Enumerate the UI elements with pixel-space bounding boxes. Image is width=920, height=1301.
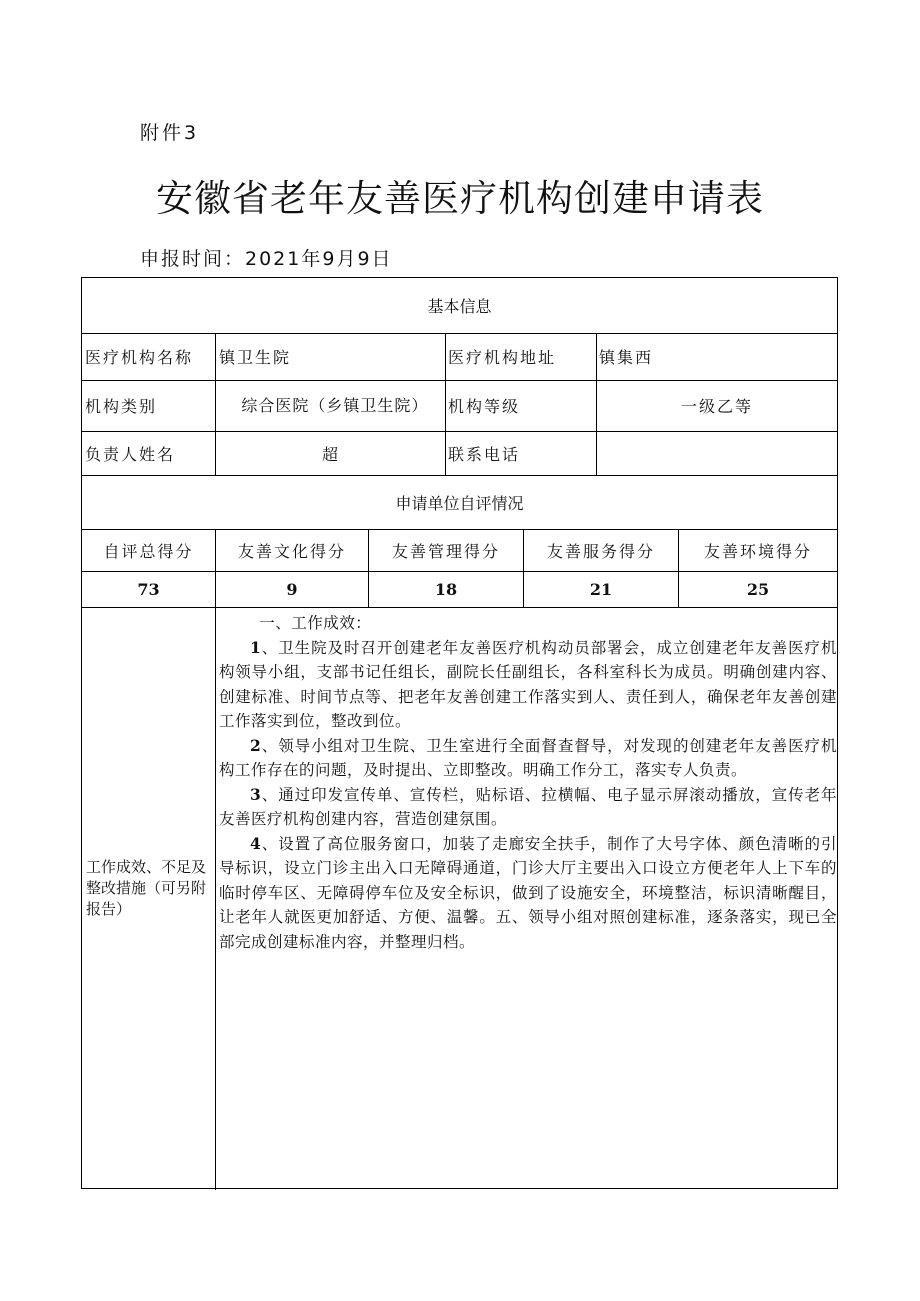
service-score-value: 21 [589, 579, 613, 599]
attachment-label: 附件3 [140, 122, 200, 144]
management-score-header: 友善管理得分 [391, 541, 500, 561]
culture-score-header: 友善文化得分 [237, 541, 346, 561]
person-in-charge-value: 超 [321, 444, 338, 464]
institution-grade-label: 机构等级 [448, 397, 521, 416]
environment-score-value: 25 [746, 579, 770, 599]
institution-address-value: 镇集西 [599, 348, 654, 367]
institution-category-value: 综合医院（乡镇卫生院） [241, 396, 429, 415]
remarks-label: 工作成效、不足及整改措施（可另附报告） [86, 858, 207, 918]
management-score-value: 18 [434, 579, 458, 599]
basic-info-heading: 基本信息 [427, 297, 492, 316]
row-divider [82, 607, 837, 608]
service-score-header: 友善服务得分 [546, 541, 655, 561]
column-divider [215, 333, 216, 475]
column-divider [445, 333, 446, 475]
remarks-item: 4、设置了高位服务窗口，加装了走廊安全扶手，制作了大号字体、颜色清晰的引导标识，设立门诊主出入口无障碍通道，门诊大厅主要出入口设立方便老年人上下车的临时停车区、无障碍停车位及安全标识，做到了设施安全，环境整洁，标识清晰醒目，让老年人就医更加舒适、方便、温馨。五、领导小组对照创建标准，逐条落实，现已全部完成创建标准内容，并整理归档。 [219, 833, 837, 951]
culture-score-value: 9 [286, 579, 298, 599]
self-eval-heading: 申请单位自评情况 [395, 493, 524, 513]
submission-date: 申报时间：2021年9月9日 [140, 248, 393, 270]
environment-score-header: 友善环境得分 [703, 541, 812, 561]
phone-label: 联系电话 [448, 444, 521, 464]
institution-name-label: 医疗机构名称 [85, 348, 194, 367]
person-in-charge-label: 负责人姓名 [85, 444, 176, 464]
institution-name-value: 镇卫生院 [219, 348, 292, 367]
remarks-content [219, 611, 837, 954]
institution-grade-value: 一级乙等 [680, 397, 753, 416]
remarks-heading: 一、工作成效： [259, 614, 372, 632]
application-form-table [81, 277, 838, 1189]
remarks-item: 1、卫生院及时召开创建老年友善医疗机构动员部署会，成立创建老年友善医疗机构领导小组，支部书记任组长，副院长任副组长，各科室科长为成员。明确创建内容、创建标准、时间节点等、把老年友善创建工作落实到人、责任到人，确保老年友善创建工作落实到位，整改到位。 [219, 637, 837, 730]
institution-address-label: 医疗机构地址 [448, 348, 557, 367]
column-divider [596, 333, 597, 475]
remarks-item: 2、领导小组对卫生院、卫生室进行全面督查督导，对发现的创建老年友善医疗机构工作存在的问题，及时提出、立即整改。明确工作分工，落实专人负责。 [219, 735, 837, 779]
total-score-value: 73 [137, 579, 160, 599]
total-score-header: 自评总得分 [103, 541, 194, 561]
remarks-item: 3、通过印发宣传单、宣传栏，贴标语、拉横幅、电子显示屏滚动播放，宣传老年友善医疗机构创建内容，营造创建氛围。 [219, 784, 837, 828]
page-title: 安徽省老年友善医疗机构创建申请表 [156, 177, 764, 220]
phone-value [599, 431, 835, 475]
institution-category-label: 机构类别 [85, 397, 158, 416]
column-divider [215, 607, 216, 1190]
